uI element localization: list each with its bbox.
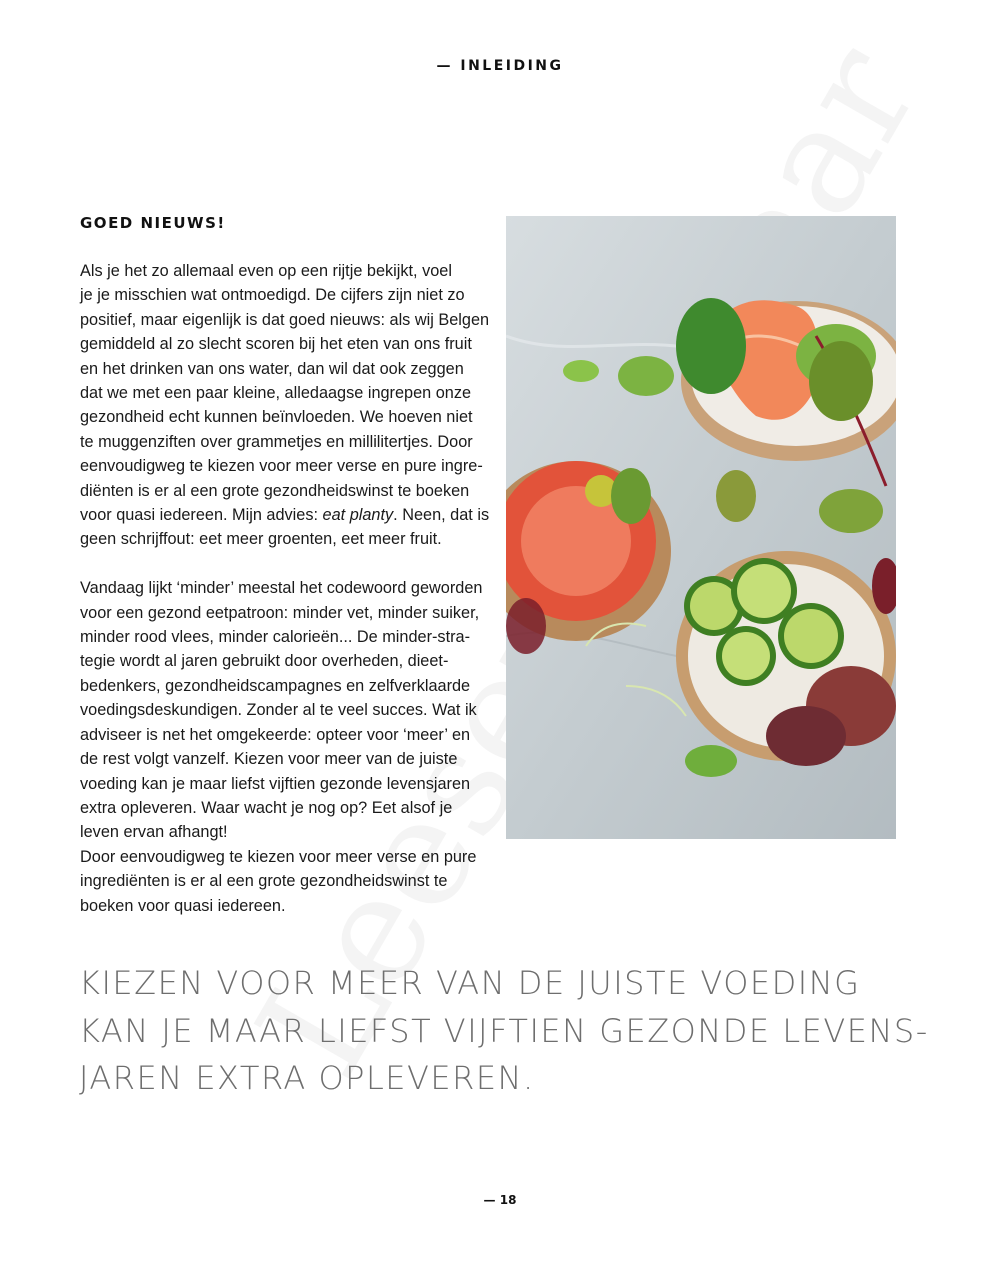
- text-line: gezondheid echt kunnen beïnvloeden. We hoeven niet: [80, 408, 473, 427]
- text-line: voeding kan je maar liefst vijftien gezonde levensjaren: [80, 774, 471, 793]
- text-line: gemiddeld al zo slecht scoren bij het eten van ons fruit: [80, 335, 472, 354]
- text-line: Door eenvoudigweg te kiezen voor meer verse en pure: [80, 847, 477, 866]
- quote-line: JAREN EXTRA OPLEVEREN.: [79, 1059, 535, 1097]
- text-line: positief, maar eigenlijk is dat goed nieuws: als wij Belgen: [80, 310, 490, 329]
- text-line: eenvoudigweg te kiezen voor meer verse en pure ingre-: [80, 457, 483, 476]
- pull-quote: [79, 960, 959, 1103]
- emphasis-eat-planty: eat planty: [322, 506, 394, 525]
- section-header: — INLEIDING: [436, 58, 564, 74]
- sorrel-leaf: [716, 470, 756, 522]
- body-text: [80, 259, 490, 918]
- text-line: ingrediënten is er al een grote gezondheidswinst te: [80, 872, 448, 891]
- text-line: leven ervan afhangt!: [80, 823, 228, 842]
- quote-line: KIEZEN VOOR MEER VAN DE JUISTE VOEDING: [79, 964, 861, 1002]
- text-line: Vandaag lijkt ‘minder’ meestal het codewoord geworden: [80, 579, 483, 598]
- basil-leaf: [685, 745, 737, 777]
- text-line: tegie wordt al jaren gebruikt door overheden, dieet-: [80, 652, 449, 671]
- text-line: boeken voor quasi iedereen.: [80, 896, 286, 915]
- text-line: adviseer is net het omgekeerde: opteer voor ‘meer’ en: [80, 725, 471, 744]
- text-line: [80, 503, 490, 527]
- text-line: diënten is er al een grote gezondheidswinst te boeken: [80, 481, 470, 500]
- quote-line: KAN JE MAAR LIEFST VIJFTIEN GEZONDE LEVENS-: [79, 1011, 929, 1050]
- food-photo: [506, 216, 896, 839]
- text-line: voedingsdeskundigen. Zonder al te veel succes. Wat ik: [80, 701, 477, 720]
- text-segment: . Neen, dat is: [393, 506, 490, 525]
- basil-leaf: [618, 356, 674, 396]
- section-heading: GOED NIEUWS!: [80, 214, 226, 232]
- text-line: en het drinken van ons water, dan wil dat ook zeggen: [80, 359, 464, 378]
- text-segment: voor quasi iedereen. Mijn advies:: [80, 506, 323, 525]
- text-line: je je misschien wat ontmoedigd. De cijfers zijn niet zo: [80, 286, 465, 305]
- text-line: bedenkers, gezondheidscampagnes en zelfverklaarde: [80, 676, 471, 695]
- paragraph-gap: [80, 552, 480, 576]
- text-line: minder rood vlees, minder calorieën... De minder-stra-: [80, 628, 470, 647]
- text-line: de rest volgt vanzelf. Kiezen voor meer van de juiste: [80, 750, 458, 769]
- text-line: geen schrijffout: eet meer groenten, eet meer fruit.: [80, 530, 442, 549]
- text-line: te muggenziften over grammetjes en millilitertjes. Door: [80, 432, 473, 451]
- open-sandwiches-illustration: [506, 216, 896, 839]
- text-line: voor een gezond eetpatroon: minder vet, minder suiker,: [80, 603, 480, 622]
- sorrel-leaf: [819, 489, 883, 533]
- basil-leaf: [563, 360, 599, 382]
- text-line: dat we met een paar kleine, alledaagse ingrepen onze: [80, 384, 472, 403]
- text-line: extra opleveren. Waar wacht je nog op? Eet alsof je: [80, 798, 453, 817]
- text-line: Als je het zo allemaal even op een rijtje bekijkt, voel: [80, 262, 452, 280]
- page-number: — 18: [483, 1193, 517, 1207]
